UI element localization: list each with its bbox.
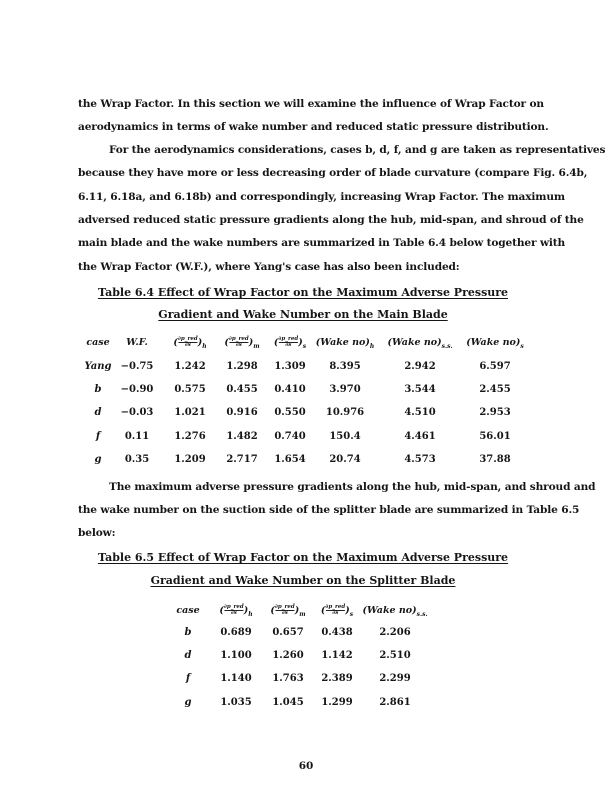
table-cell <box>479 430 510 444</box>
paragraph-line: For the aerodynamics considerations, cases b, d, f, and g are taken as representatives <box>109 144 606 156</box>
text: s.s. <box>441 342 453 350</box>
fraction-denominator: ∂s <box>285 342 292 348</box>
header-wake-ss <box>362 604 427 622</box>
paragraph-line: the Wrap Factor. In this section we will examine the influence of Wrap Factor on <box>78 98 544 110</box>
table-cell <box>121 360 154 374</box>
fraction-numerator: ∂p_red <box>274 604 295 610</box>
text: 20.74 <box>329 453 361 465</box>
subscript: h <box>248 610 253 618</box>
table-cell <box>379 649 410 663</box>
table-cell <box>84 360 111 374</box>
text: f <box>95 430 101 442</box>
text: case <box>86 337 110 348</box>
text: 1.035 <box>220 696 252 708</box>
text: 1.100 <box>220 650 252 662</box>
header-case <box>86 336 109 350</box>
header-wake-shroud <box>466 336 524 354</box>
text: 0.455 <box>226 384 258 396</box>
text: 0.689 <box>220 627 252 638</box>
fraction-denominator: ∂s <box>332 610 339 616</box>
table-cell <box>321 626 352 640</box>
text: 1.209 <box>174 453 206 465</box>
table-cell <box>272 672 303 686</box>
fraction-denominator: ∂s <box>184 342 191 348</box>
paragraph-line: the Wrap Factor (W.F.), where Yang's case has also been included: <box>78 261 460 273</box>
text: W.F. <box>126 337 148 348</box>
text: 4.461 <box>404 430 436 442</box>
text: −0.75 <box>120 361 154 372</box>
fraction-numerator: ∂p_red <box>278 336 299 342</box>
header-wake-ss <box>387 336 452 354</box>
partial-derivative <box>275 605 295 616</box>
text: 0.410 <box>274 384 306 396</box>
text: 2.942 <box>404 361 436 372</box>
text: −0.03 <box>120 407 154 419</box>
partial-derivative <box>278 337 298 348</box>
fraction-denominator: ∂s <box>281 610 288 616</box>
table-6-5-title: Table 6.5 Effect of Wrap Factor on the Maximum Adverse Pressure <box>97 551 509 564</box>
text: −0.90 <box>120 384 154 396</box>
table-cell <box>174 360 205 374</box>
table-cell <box>121 383 154 397</box>
table-cell <box>174 383 205 397</box>
table-cell <box>125 453 149 467</box>
fraction-denominator: ∂s <box>230 610 237 616</box>
table-cell <box>479 406 510 420</box>
table-cell <box>174 406 205 420</box>
paragraph-line: aerodynamics in terms of wake number and reduced static pressure distribution. <box>78 121 549 133</box>
table-cell <box>329 383 360 397</box>
table-cell <box>479 453 510 467</box>
table-cell <box>185 649 192 663</box>
header-dp-hub: ( $\frac{\text{∂p\_red}}{\partial s}$ )$_h$ <box>173 336 207 350</box>
text: 1.276 <box>174 430 206 442</box>
table-cell <box>226 406 257 420</box>
text: 0.916 <box>226 407 258 419</box>
text: 3.970 <box>329 384 361 396</box>
table-cell <box>404 430 435 444</box>
text: 2.206 <box>379 627 411 638</box>
table-cell <box>174 453 205 467</box>
table-cell <box>226 360 257 374</box>
text: (Wake no) <box>315 337 370 348</box>
table-cell <box>404 360 435 374</box>
table-cell <box>226 430 257 444</box>
subscript: s <box>302 342 307 350</box>
text: 4.510 <box>404 407 436 419</box>
fraction-numerator: ∂p_red <box>325 604 346 610</box>
text: d <box>94 407 102 419</box>
fraction-denominator: ∂s <box>235 342 242 348</box>
table-cell <box>226 383 257 397</box>
subscript: m <box>253 342 260 350</box>
table-cell <box>220 696 251 710</box>
header-case <box>176 604 199 618</box>
table-cell <box>379 626 410 640</box>
table-cell <box>272 626 303 640</box>
text: 56.01 <box>479 430 511 442</box>
subscript: m <box>299 610 306 618</box>
text: 4.573 <box>404 453 436 465</box>
text: 0.550 <box>274 407 306 419</box>
subscript: h <box>202 342 207 350</box>
text: 1.021 <box>174 407 206 419</box>
text: 1.260 <box>272 650 304 662</box>
text: case <box>176 605 200 616</box>
text: 2.861 <box>379 696 411 708</box>
partial-derivative <box>224 605 244 616</box>
partial-derivative <box>178 337 198 348</box>
text: 1.654 <box>274 453 306 465</box>
paragraph-line: below: <box>78 527 116 539</box>
table-cell <box>185 626 192 640</box>
text: 0.740 <box>274 430 306 442</box>
header-wake-hub <box>316 336 375 354</box>
table-cell <box>404 453 435 467</box>
fraction-numerator: ∂p_red <box>223 604 244 610</box>
table-cell <box>404 406 435 420</box>
header-dp-hub: ( $\frac{\text{∂p\_red}}{\partial s}$ )$_h$ <box>219 604 253 618</box>
text: 1.298 <box>226 361 258 372</box>
text: (Wake no) <box>387 337 442 348</box>
table-cell <box>379 696 410 710</box>
table-cell <box>379 672 410 686</box>
table-cell <box>274 430 305 444</box>
text: Yang <box>84 361 112 372</box>
table-cell <box>321 696 352 710</box>
text: 2.299 <box>379 673 411 685</box>
text: 8.395 <box>329 361 361 372</box>
header-dp-mid: ( $\frac{\text{∂p\_red}}{\partial s}$ )$_m$ <box>270 604 306 618</box>
text: g <box>184 696 192 708</box>
text: h <box>369 342 375 350</box>
text: s.s. <box>416 610 428 618</box>
text: 1.482 <box>226 430 258 442</box>
text: 2.455 <box>479 384 511 396</box>
table-cell <box>125 430 149 444</box>
table-cell <box>479 383 510 397</box>
table-cell <box>220 626 251 640</box>
text: 0.575 <box>174 384 206 396</box>
table-cell <box>174 430 205 444</box>
table-cell <box>274 383 305 397</box>
table-cell <box>272 649 303 663</box>
table-cell <box>326 406 364 420</box>
text: (Wake no) <box>466 337 521 348</box>
text: 1.140 <box>220 673 252 685</box>
text: 0.657 <box>272 627 304 638</box>
subscript: s <box>349 610 354 618</box>
table-cell <box>274 453 305 467</box>
text: 1.299 <box>321 696 353 708</box>
table-cell <box>274 360 305 374</box>
text: b <box>94 384 102 396</box>
paragraph-line: The maximum adverse pressure gradients along the hub, mid-span, and shroud and <box>109 481 596 493</box>
text: 2.953 <box>479 407 511 419</box>
table-cell <box>479 360 510 374</box>
text: 1.309 <box>274 361 306 372</box>
partial-derivative <box>229 337 249 348</box>
table-cell <box>95 453 102 467</box>
table-6-5-subtitle: Gradient and Wake Number on the Splitter Blade <box>150 574 456 587</box>
table-6-4-subtitle: Gradient and Wake Number on the Main Blade <box>158 308 448 321</box>
page-number: 60 <box>298 760 314 772</box>
paragraph-line: the wake number on the suction side of the splitter blade are summarized in Table 6.5 <box>78 504 580 516</box>
text: b <box>184 627 192 638</box>
table-cell <box>321 672 352 686</box>
text: 10.976 <box>325 407 365 419</box>
fraction-numerator: ∂p_red <box>228 336 249 342</box>
table-cell <box>185 696 192 710</box>
table-cell <box>96 430 100 444</box>
header-dp-shroud: ( $\frac{\text{∂p\_red}}{\partial s}$ )$_s$ <box>320 604 354 618</box>
table-cell <box>220 649 251 663</box>
text: 2.510 <box>379 650 411 662</box>
text: 150.4 <box>329 430 361 442</box>
text: 1.045 <box>272 696 304 708</box>
text: 1.242 <box>174 361 206 372</box>
text: 37.88 <box>479 453 511 465</box>
text: 6.597 <box>479 361 511 372</box>
table-cell <box>321 649 352 663</box>
header-dp-mid: ( $\frac{\text{∂p\_red}}{\partial s}$ )$_m$ <box>224 336 260 350</box>
table-cell <box>95 406 102 420</box>
paragraph-line: because they have more or less decreasing order of blade curvature (compare Fig. 6.4b, <box>78 167 588 179</box>
text: 0.11 <box>124 430 150 442</box>
partial-derivative <box>325 605 345 616</box>
text: d <box>184 650 192 662</box>
table-cell <box>226 453 257 467</box>
header-dp-shroud: ( $\frac{\text{∂p\_red}}{\partial s}$ )$_s$ <box>273 336 307 350</box>
table-cell <box>329 430 360 444</box>
fraction-numerator: ∂p_red <box>177 336 198 342</box>
text: 3.544 <box>404 384 436 396</box>
table-cell <box>274 406 305 420</box>
table-cell <box>329 360 360 374</box>
text: 0.35 <box>124 453 150 465</box>
table-cell <box>220 672 251 686</box>
text: 1.142 <box>321 650 353 662</box>
header-wf <box>126 336 148 350</box>
paragraph-line: 6.11, 6.18a, and 6.18b) and correspondingly, increasing Wrap Factor. The maximum <box>78 191 565 203</box>
table-cell <box>404 383 435 397</box>
table-cell <box>272 696 303 710</box>
table-cell <box>121 406 154 420</box>
table-6-4-title: Table 6.4 Effect of Wrap Factor on the Maximum Adverse Pressure <box>97 286 509 299</box>
text: g <box>94 453 102 465</box>
text: (Wake no) <box>362 605 417 616</box>
text: f <box>185 673 191 685</box>
text: s <box>520 342 524 350</box>
text: 2.717 <box>226 453 258 465</box>
table-cell <box>329 453 360 467</box>
paragraph-line: main blade and the wake numbers are summarized in Table 6.4 below together with <box>78 237 566 249</box>
table-cell <box>186 672 190 686</box>
paragraph-line: adversed reduced static pressure gradients along the hub, mid-span, and shroud of the <box>78 214 584 226</box>
text: 0.438 <box>321 627 353 638</box>
text: 1.763 <box>272 673 304 685</box>
table-cell <box>95 383 102 397</box>
text: 2.389 <box>321 673 353 685</box>
